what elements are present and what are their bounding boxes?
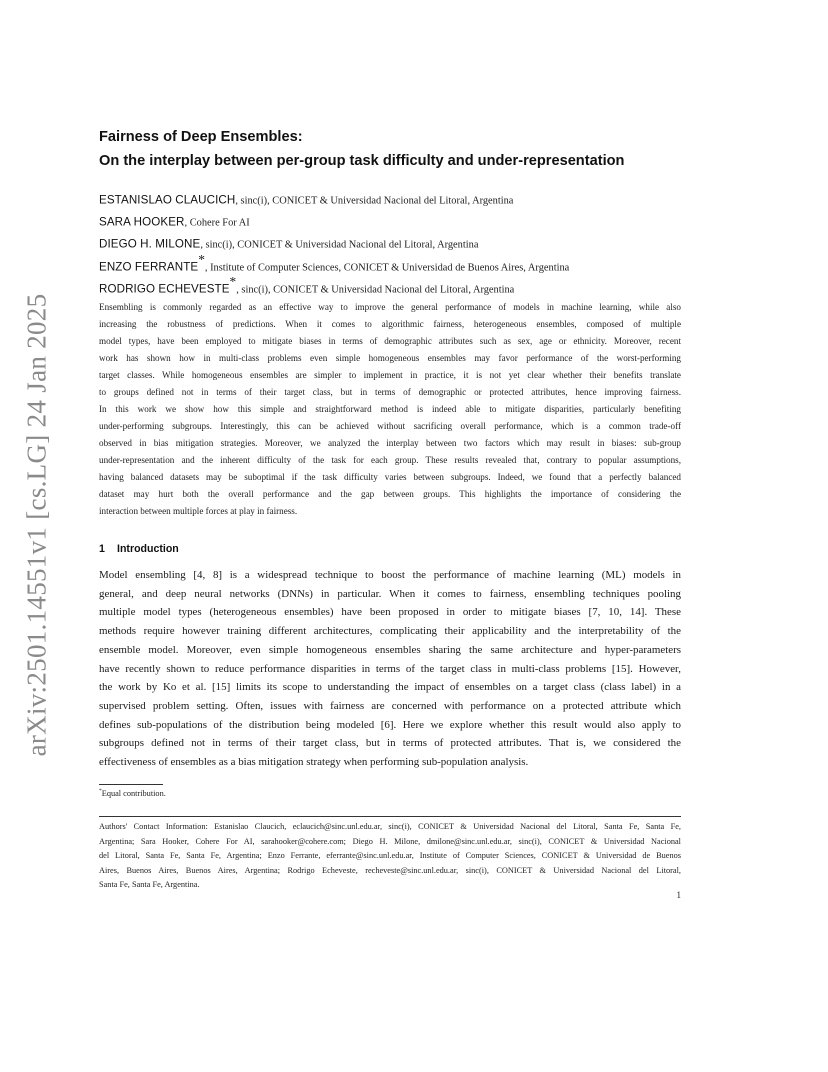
contact-line: Aires, Buenos Aires, Buenos Aires, Argentina; Rodrigo Echeveste, recheveste@sinc.unl.edu.ar, sinc(i), CONICET & Universidad Nacional del Litoral, [99,865,681,875]
body-line: ensemble model. Moreover, even simple homogeneous ensembles sharing the same architecture and hyper-parameters [99,643,681,656]
page-number: 1 [676,890,681,900]
abstract-line: target classes. While homogeneous ensembles are simpler to implement in practice, it is not yet clear whether their benefits translate [99,370,681,380]
abstract-line: Ensembling is commonly regarded as an effective way to improve the general performance of models in machine learning, while also [99,302,681,312]
body-line: multiple model types (heterogeneous ensembles) have been proposed in order to mitigate biases [7, 10, 14]. These [99,606,681,619]
arxiv-identifier-stamp: arXiv:2501.14551v1 [cs.LG] 24 Jan 2025 [21,293,52,757]
author-list [99,182,739,296]
author-name: ESTANISLAO CLAUCICH [99,193,236,207]
body-line: have recently shown to reduce performance disparities in terms of the target class in multi-class problems [15]. However, [99,662,681,675]
abstract-line: In this work we show how this simple and straightforward method is indeed able to mitigate disparities, particularly benefiting [99,404,681,414]
body-line: defines sub-populations of the distribution being modeled [6]. Here we explore whether this result would also apply to [99,718,681,731]
equal-contribution-mark: * [198,251,205,267]
author-entry [99,182,739,207]
contact-line: Argentina; Sara Hooker, Cohere For AI, sarahooker@cohere.com; Diego H. Milone, dmilone@sinc.unl.edu.ar, sinc(i), CONICET & Universidad Nacional [99,836,681,846]
contact-line: Santa Fe, Santa Fe, Argentina. [99,880,200,890]
author-name: SARA HOOKER [99,215,185,229]
abstract-line: to groups defined not in terms of their target class, but in terms of demographic or protected attributes, hence improving fairness. [99,387,681,397]
author-entry [99,204,739,229]
equal-contribution-mark: * [229,273,237,289]
section-heading [99,543,179,555]
section-title: Introduction [117,543,179,555]
author-entry [99,249,739,271]
body-line: Model ensembling [4, 8] is a widespread technique to boost the performance of machine learning (ML) models in [99,569,681,581]
abstract-line: increasing the robustness of predictions. When it comes to algorithmic fairness, heterogeneous ensembles, composed of multiple [99,319,681,329]
author-name: ENZO FERRANTE [99,259,199,273]
author-affiliation: , Cohere For AI [184,217,250,229]
author-entry [99,226,739,251]
abstract-line: work has shown how in multi-class problems even simple homogeneous ensembles may favor performance of the worst-performing [99,353,681,363]
footnote [99,788,166,798]
footnote-text: Equal contribution. [101,788,166,798]
paper-title [99,125,699,173]
body-line: methods require however training different architectures, complicating their applicability and the interpretability of the [99,625,681,638]
author-name: DIEGO H. MILONE [99,237,201,251]
abstract-line: model types, have been employed to mitigate biases in terms of demographic attributes such as sex, age or ethnicity. Moreover, recent [99,336,681,346]
abstract-line: dataset may hurt both the overall performance and the gap between groups. This highlights the importance of considering the [99,489,681,499]
footnote-mark: * [99,788,102,794]
contact-line: del Litoral, Santa Fe, Santa Fe, Argentina; Enzo Ferrante, eferrante@sinc.unl.edu.ar, Institute of Computer Sciences, CONICET & Universidad de Buenos [99,851,681,861]
author-name: RODRIGO ECHEVESTE [99,282,230,296]
title-line-1: Fairness of Deep Ensembles: [99,129,303,145]
body-line: general, and deep neural networks (DNNs) in particular. When it comes to fairness, ensembling techniques pooling [99,587,681,600]
contact-information [99,820,681,893]
body-line: the work by Ko et al. [15] limits its scope to understanding the impact of ensembles on a target class (class label) in a [99,681,681,694]
body-line: supervised problem setting. Often, issues with fairness are concerned with performance on a protected attribute which [99,699,681,712]
section-number: 1 [99,543,105,555]
author-affiliation: , Institute of Computer Sciences, CONICET & Universidad de Buenos Aires, Argentina [204,261,570,273]
contact-line: Authors' Contact Information: Estanislao Claucich, eclaucich@sinc.unl.edu.ar, sinc(i), CONICET & Universidad Nacional del Litoral, Santa Fe, Santa Fe, [99,822,681,831]
author-entry [99,271,739,296]
abstract-line: under-performing subgroups. Interestingly, this can be achieved without sacrificing overall performance, which is a common trade-off [99,421,681,431]
abstract-line: under-representation and the inherent difficulty of the task for each group. These results revealed that, contrary to popular assumptions, [99,455,681,465]
abstract [99,299,681,520]
footnote-divider [99,784,163,785]
contact-divider [99,816,681,817]
author-affiliation: , sinc(i), CONICET & Universidad Nacional del Litoral, Argentina [200,239,479,251]
body-line: subgroups defined not in terms of their target class, but in terms of protected attributes. That is, we considered the [99,737,681,750]
abstract-line: observed in bias mitigation strategies. Moreover, we analyzed the interplay between two factors which may result in biases: sub-group [99,438,681,448]
author-affiliation: , sinc(i), CONICET & Universidad Nacional del Litoral, Argentina [236,284,515,296]
abstract-line: having balanced datasets may be suboptimal if the task difficulty varies between subgroups. Indeed, we found that a perfectly balanced [99,472,681,482]
introduction-paragraph [99,566,681,772]
author-affiliation: , sinc(i), CONICET & Universidad Nacional del Litoral, Argentina [235,195,514,207]
abstract-line: interaction between multiple forces at play in fairness. [99,506,298,516]
body-line: effectiveness of ensembles as a bias mitigation strategy when performing sub-population analysis. [99,756,529,769]
title-line-2: On the interplay between per-group task difficulty and under-representation [99,153,625,169]
